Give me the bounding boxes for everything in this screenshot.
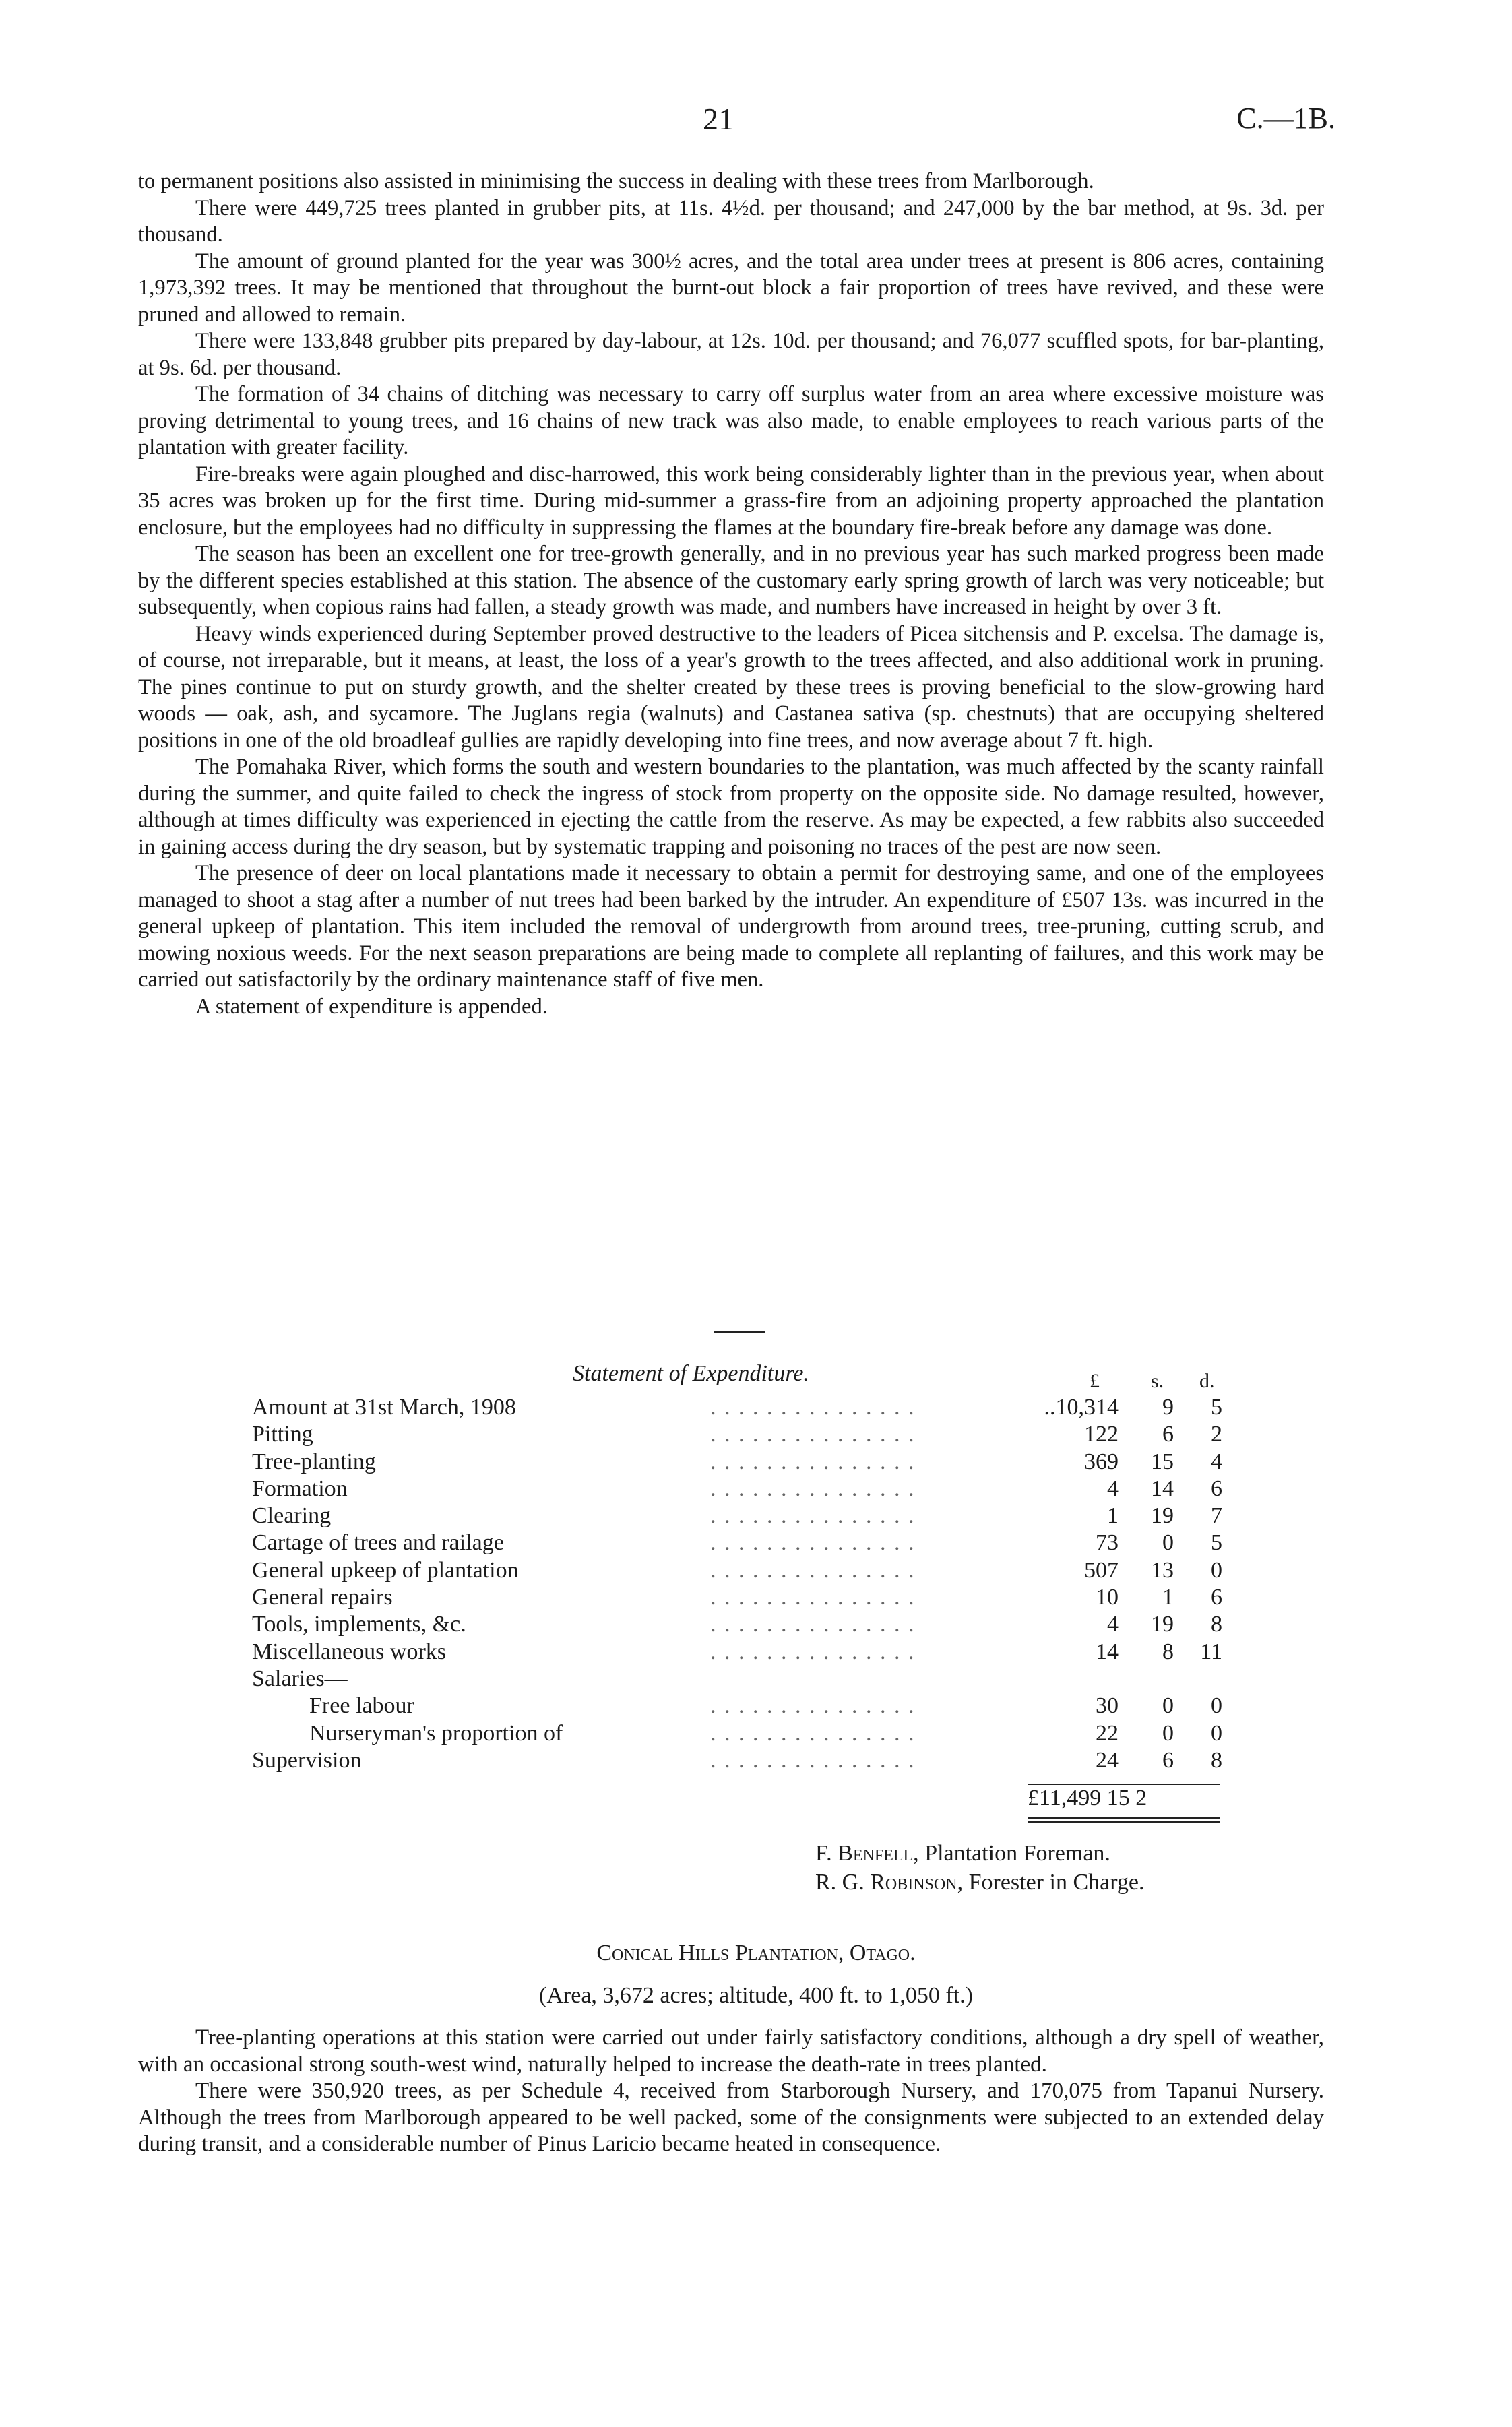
expense-label: Formation xyxy=(252,1476,348,1501)
leader-dots: . . . . . . . . . . . . . . . xyxy=(710,1395,916,1420)
paragraph: The formation of 34 chains of ditching was necessary to carry off surplus water from an area where excessive moisture was proving detrimental to young trees, and 16 chains of new track was also made, to enable employees to reach various parts of the plantation with greater facility. xyxy=(138,382,1324,460)
paragraph: Fire-breaks were again ploughed and disc-harrowed, this work being considerably lighter than in the previous year, when about 35 acres was broken up for the first time. During mid-summer a grass-fire from an adjoining property approached the plantation enclosure, but the employees had no difficulty in suppressing the flames at the boundary fire-break before any damage was done. xyxy=(138,462,1324,540)
expense-label: Tools, implements, &c. xyxy=(252,1612,466,1637)
double-rule-bottom xyxy=(1028,1821,1220,1823)
section-body-text xyxy=(138,2025,1324,2158)
expense-label: Miscellaneous works xyxy=(252,1639,447,1664)
leader-dots: . . . . . . . . . . . . . . . xyxy=(710,1449,916,1474)
table-row xyxy=(252,1476,1222,1503)
expense-label: General repairs xyxy=(252,1585,393,1610)
pence-cell: 4 xyxy=(1211,1449,1222,1474)
pounds-cell: 22 xyxy=(1096,1720,1119,1746)
expense-label: Salaries— xyxy=(252,1666,348,1691)
table-row xyxy=(252,1449,1222,1476)
table-row xyxy=(252,1721,1222,1748)
pence-cell: 8 xyxy=(1211,1747,1222,1773)
shillings-cell: 15 xyxy=(1151,1449,1174,1474)
expense-label: Amount at 31st March, 1908 xyxy=(252,1395,516,1420)
page-number: 21 xyxy=(703,102,734,136)
pounds-cell: 24 xyxy=(1096,1747,1119,1773)
paragraph: The presence of deer on local plantations made it necessary to obtain a permit for destroying same, and one of the employees managed to shoot a stag after a number of nut trees had been barked by the intruder. An expenditure of £507 13s. was incurred in the general upkeep of plantation. This item included the removal of undergrowth from around trees, tree-pruning, cutting scrub, and mowing noxious weeds. For the next season preparations are being made to complete all replanting of failures, and this work may be carried out satisfactorily by the ordinary maintenance staff of five men. xyxy=(138,861,1324,992)
shillings-cell: 19 xyxy=(1151,1503,1174,1529)
paragraph: Tree-planting operations at this station were carried out under fairly satisfactory conditions, although a dry spell of weather, with an occasional strong south-west wind, naturally helped to increase the death-rate in trees planted. xyxy=(138,2025,1324,2077)
double-rule-top xyxy=(1028,1817,1220,1819)
pence-cell: 0 xyxy=(1211,1693,1222,1719)
total-rule xyxy=(1028,1784,1220,1785)
pounds-column-header: £ xyxy=(1090,1370,1100,1392)
table-row xyxy=(252,1395,1222,1422)
expense-label: Cartage of trees and railage xyxy=(252,1530,504,1556)
leader-dots: . . . . . . . . . . . . . . . xyxy=(710,1639,916,1664)
section-subheading: (Area, 3,672 acres; altitude, 400 ft. to 1,050 ft.) xyxy=(539,1983,973,2008)
leader-dots: . . . . . . . . . . . . . . . xyxy=(710,1585,916,1610)
pence-cell: 2 xyxy=(1211,1422,1222,1447)
signature-line xyxy=(815,1841,1110,1866)
shillings-cell: 6 xyxy=(1162,1422,1174,1447)
signatory-title: Forester in Charge. xyxy=(968,1870,1145,1895)
total-line xyxy=(1028,1786,1216,1811)
shillings-cell: 0 xyxy=(1162,1720,1174,1746)
pence-cell: 5 xyxy=(1211,1530,1222,1556)
document-reference: C.—1B. xyxy=(1236,102,1335,135)
pounds-cell: 122 xyxy=(1084,1422,1119,1447)
section-divider xyxy=(714,1331,765,1333)
signatory-name: R. G. Robinson, xyxy=(815,1870,964,1895)
shillings-cell: 0 xyxy=(1162,1530,1174,1556)
table-row xyxy=(252,1422,1222,1449)
paragraph: The amount of ground planted for the year was 300½ acres, and the total area under trees at present is 806 acres, containing 1,973,392 trees. It may be mentioned that throughout the burnt-out block a fair proportion of trees have revived, and these were pruned and allowed to remain. xyxy=(138,249,1324,327)
shillings-cell: 19 xyxy=(1151,1612,1174,1637)
leader-dots: . . . . . . . . . . . . . . . xyxy=(710,1612,916,1637)
paragraph: There were 449,725 trees planted in grubber pits, at 11s. 4½d. per thousand; and 247,000 by the bar method, at 9s. 3d. per thousand. xyxy=(138,195,1324,247)
leader-dots: . . . . . . . . . . . . . . . xyxy=(710,1720,916,1746)
table-row xyxy=(252,1693,1222,1720)
shillings-cell: 9 xyxy=(1162,1395,1174,1420)
shillings-column-header: s. xyxy=(1151,1370,1164,1392)
leader-dots: . . . . . . . . . . . . . . . xyxy=(710,1747,916,1773)
pence-cell: 8 xyxy=(1211,1612,1222,1637)
statement-title: Statement of Expenditure. xyxy=(573,1361,809,1386)
shillings-cell: 6 xyxy=(1162,1747,1174,1773)
shillings-cell: 13 xyxy=(1151,1557,1174,1583)
leader-dots: . . . . . . . . . . . . . . . xyxy=(710,1530,916,1556)
pence-cell: 6 xyxy=(1211,1476,1222,1501)
pence-cell: 0 xyxy=(1211,1720,1222,1746)
paragraph: to permanent positions also assisted in minimising the success in dealing with these trees from Marlborough. xyxy=(138,169,1094,193)
paragraph: There were 350,920 trees, as per Schedule 4, received from Starborough Nursery, and 170,075 from Tapanui Nursery. Although the trees from Marlborough appeared to be well packed, some of the consignments were subjected to an extended delay during transit, and a considerable number of Pinus Laricio became heated in consequence. xyxy=(138,2079,1324,2156)
table-row xyxy=(252,1612,1222,1639)
leader-dots: . . . . . . . . . . . . . . . xyxy=(710,1557,916,1583)
expense-label: Supervision xyxy=(252,1747,362,1773)
expense-label: Clearing xyxy=(252,1503,332,1529)
pence-cell: 6 xyxy=(1211,1585,1222,1610)
leader-dots: . . . . . . . . . . . . . . . xyxy=(710,1693,916,1719)
pounds-cell: ..10,314 xyxy=(1044,1395,1119,1420)
paragraph: Heavy winds experienced during September proved destructive to the leaders of Picea sitchensis and P. excelsa. The damage is, of course, not irreparable, but it means, at least, the loss of a year's growth to the trees affected, and also additional work in pruning. The pines continue to put on sturdy growth, and the shelter created by these trees is proving beneficial to the slow-growing hard woods — oak, ash, and sycamore. The Juglans regia (walnuts) and Castanea sativa (sp. chestnuts) that are occupying sheltered positions in one of the old broadleaf gullies are rapidly developing into fine trees, and now average about 7 ft. high. xyxy=(138,621,1324,753)
shillings-cell: 14 xyxy=(1151,1476,1174,1501)
page-header xyxy=(0,101,1512,148)
pence-cell: 5 xyxy=(1211,1395,1222,1420)
paragraph: There were 133,848 grubber pits prepared by day-labour, at 12s. 10d. per thousand; and 76,077 scuffled spots, for bar-planting, at 9s. 6d. per thousand. xyxy=(138,329,1324,380)
shillings-cell: 8 xyxy=(1162,1639,1174,1664)
pounds-cell: 10 xyxy=(1096,1585,1119,1610)
paragraph: The season has been an excellent one for tree-growth generally, and in no previous year has such marked progress been made by the different species established at this station. The absence of the customary early spring growth of larch was very noticeable; but subsequently, when copious rains had fallen, a steady growth was made, and numbers have increased in height by over 3 ft. xyxy=(138,542,1324,619)
section-heading: Conical Hills Plantation, Otago. xyxy=(596,1941,916,1965)
total-amount: £11,499 15 2 xyxy=(1028,1786,1147,1810)
pounds-cell: 14 xyxy=(1096,1639,1119,1664)
pence-cell: 11 xyxy=(1200,1639,1222,1664)
table-row xyxy=(252,1585,1222,1612)
pounds-cell: 73 xyxy=(1096,1530,1119,1556)
pounds-cell: 4 xyxy=(1107,1612,1119,1637)
table-row xyxy=(252,1503,1222,1530)
shillings-cell: 0 xyxy=(1162,1693,1174,1719)
signature-line xyxy=(815,1870,1145,1895)
table-row xyxy=(252,1666,1222,1693)
pounds-cell: 30 xyxy=(1096,1693,1119,1719)
body-text xyxy=(138,168,1324,1020)
paragraph: A statement of expenditure is appended. xyxy=(195,994,548,1019)
pence-cell: 7 xyxy=(1211,1503,1222,1529)
expense-label: Tree-planting xyxy=(252,1449,376,1474)
pounds-cell: 369 xyxy=(1084,1449,1119,1474)
table-row xyxy=(252,1639,1222,1666)
pence-cell: 0 xyxy=(1211,1557,1222,1583)
table-row xyxy=(252,1558,1222,1585)
expense-label: General upkeep of plantation xyxy=(252,1557,519,1583)
pence-column-header: d. xyxy=(1199,1370,1215,1392)
table-row xyxy=(252,1748,1222,1775)
expense-label: Nurseryman's proportion of xyxy=(309,1720,563,1746)
signatory-name: F. Benfell, xyxy=(815,1841,919,1866)
paragraph: The Pomahaka River, which forms the south and western boundaries to the plantation, was much affected by the scanty rainfall during the summer, and quite failed to check the ingress of stock from property on the opposite side. No damage resulted, however, although at times difficulty was experienced in ejecting the cattle from the reserve. As may be expected, a few rabbits also succeeded in gaining access during the dry season, but by systematic trapping and poisoning no traces of the pest are now seen. xyxy=(138,755,1324,859)
expenditure-table xyxy=(252,1395,1222,1775)
leader-dots: . . . . . . . . . . . . . . . xyxy=(710,1422,916,1447)
expense-label: Free labour xyxy=(309,1693,414,1719)
expense-label: Pitting xyxy=(252,1422,313,1447)
leader-dots: . . . . . . . . . . . . . . . xyxy=(710,1503,916,1529)
shillings-cell: 1 xyxy=(1162,1585,1174,1610)
signatory-title: Plantation Foreman. xyxy=(924,1841,1110,1866)
pounds-cell: 1 xyxy=(1107,1503,1119,1529)
pounds-cell: 4 xyxy=(1107,1476,1119,1501)
leader-dots: . . . . . . . . . . . . . . . xyxy=(710,1476,916,1501)
table-row xyxy=(252,1530,1222,1557)
pounds-cell: 507 xyxy=(1084,1557,1119,1583)
